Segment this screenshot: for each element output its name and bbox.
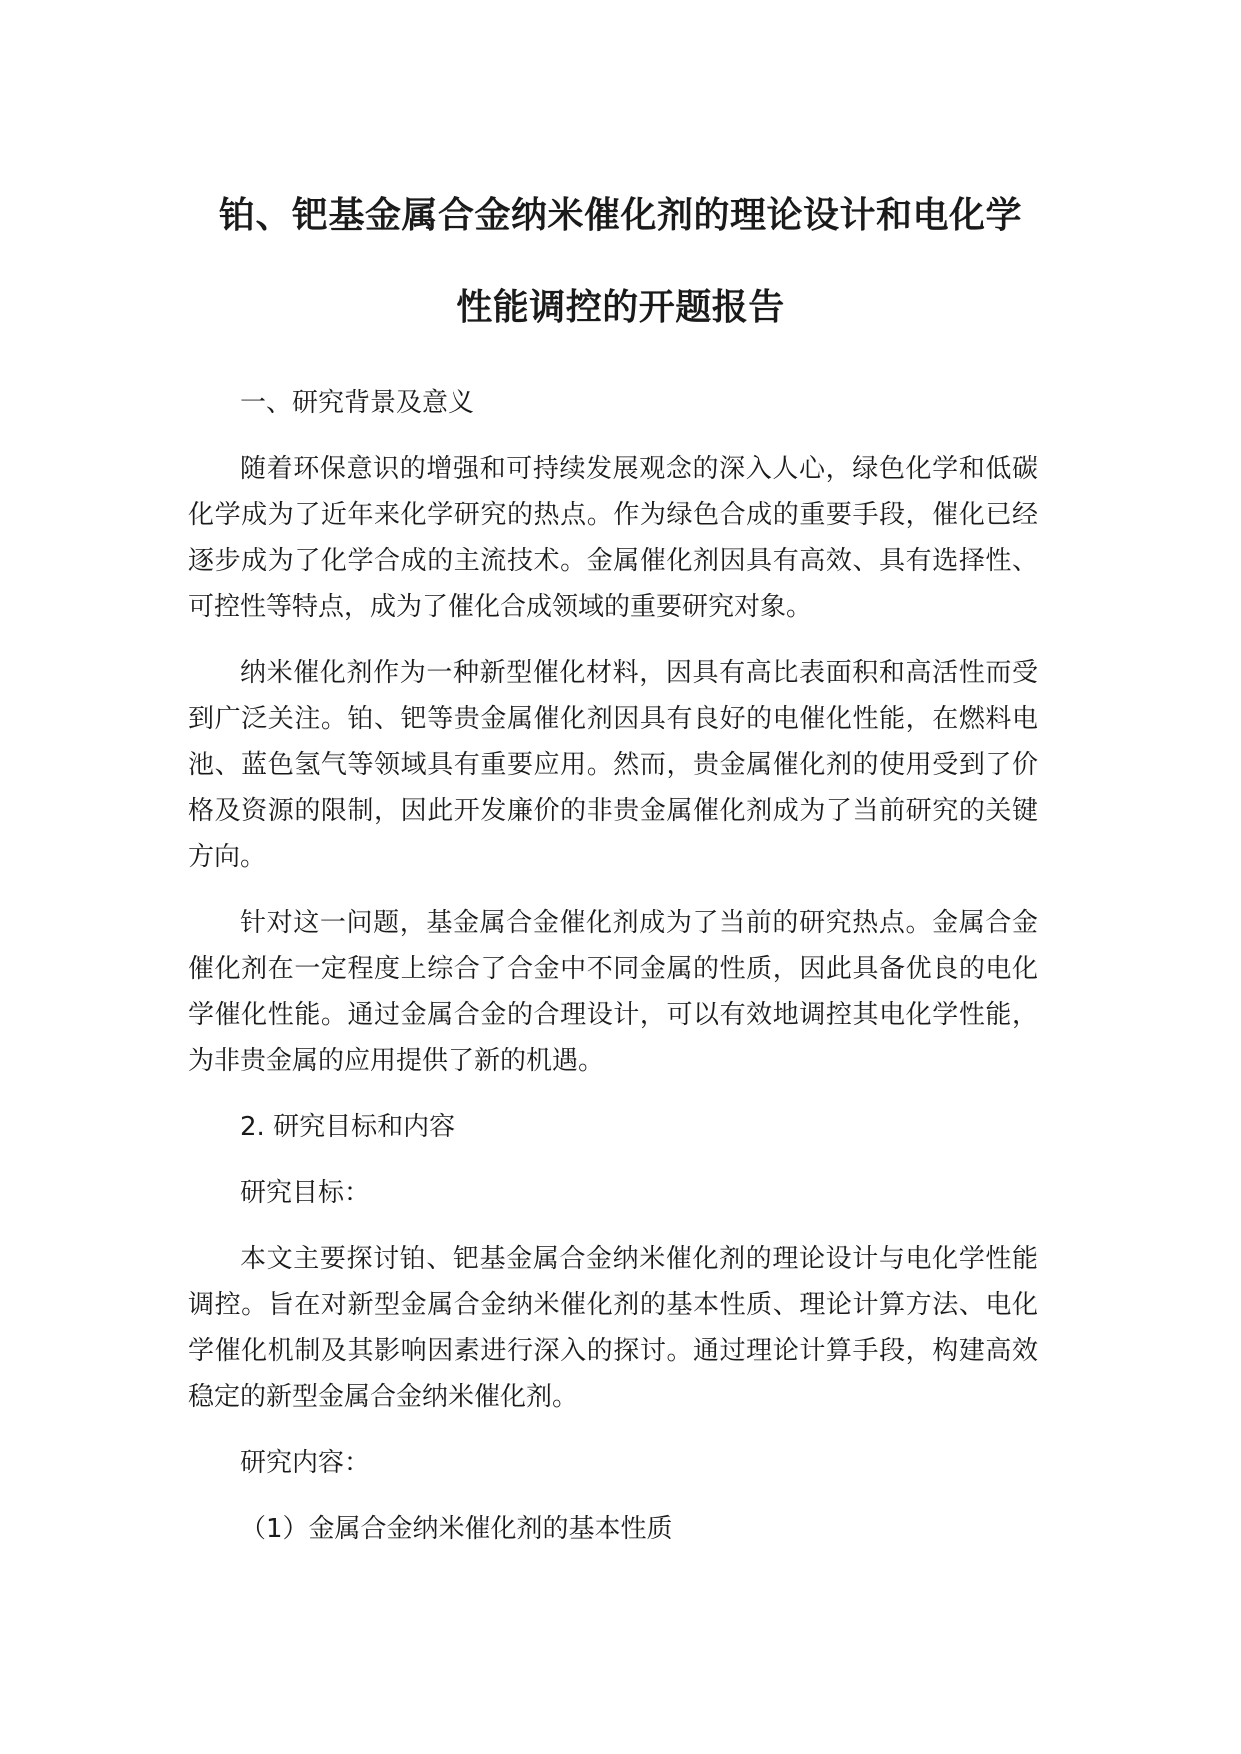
list-item: （1）金属合金纳米催化剂的基本性质 [240,1514,673,1544]
title-line-2: 性能调控的开题报告 [456,287,785,328]
paragraph-1: 随着环保意识的增强和可持续发展观念的深入人心，绿色化学和低碳化学成为了近年来化学研究的热点。作为绿色合成的重要手段，催化已经逐步成为了化学合成的主流技术。金属催化剂因具有高效、具有选择性、可控性等特点，成为了催化合成领域的重要研究对象。 [188,454,1038,622]
paragraph-2: 纳米催化剂作为一种新型催化材料，因具有高比表面积和高活性而受到广泛关注。铂、钯等贵金属催化剂因具有良好的电催化性能，在燃料电池、蓝色氢气等领域具有重要应用。然而，贵金属催化剂的使用受到了价格及资源的限制，因此开发廉价的非贵金属催化剂成为了当前研究的关键方向。 [188,658,1038,872]
paragraph-4: 本文主要探讨铂、钯基金属合金纳米催化剂的理论设计与电化学性能调控。旨在对新型金属合金纳米催化剂的基本性质、理论计算方法、电化学催化机制及其影响因素进行深入的探讨。通过理论计算手段，构建高效稳定的新型金属合金纳米催化剂。 [188,1244,1038,1412]
document-body [188,380,1038,1572]
content-label: 研究内容： [240,1448,371,1478]
goal-label: 研究目标： [240,1178,371,1208]
section-heading-goals: 2. 研究目标和内容 [240,1112,456,1142]
paragraph-3: 针对这一问题，基金属合金催化剂成为了当前的研究热点。金属合金催化剂在一定程度上综合了合金中不同金属的性质，因此具备优良的电化学催化性能。通过金属合金的合理设计，可以有效地调控其电化学性能，为非贵金属的应用提供了新的机遇。 [188,908,1038,1076]
document-title [150,170,1091,354]
title-line-1: 铂、钯基金属合金纳米催化剂的理论设计和电化学 [218,195,1022,236]
section-heading-background: 一、研究背景及意义 [240,388,475,418]
